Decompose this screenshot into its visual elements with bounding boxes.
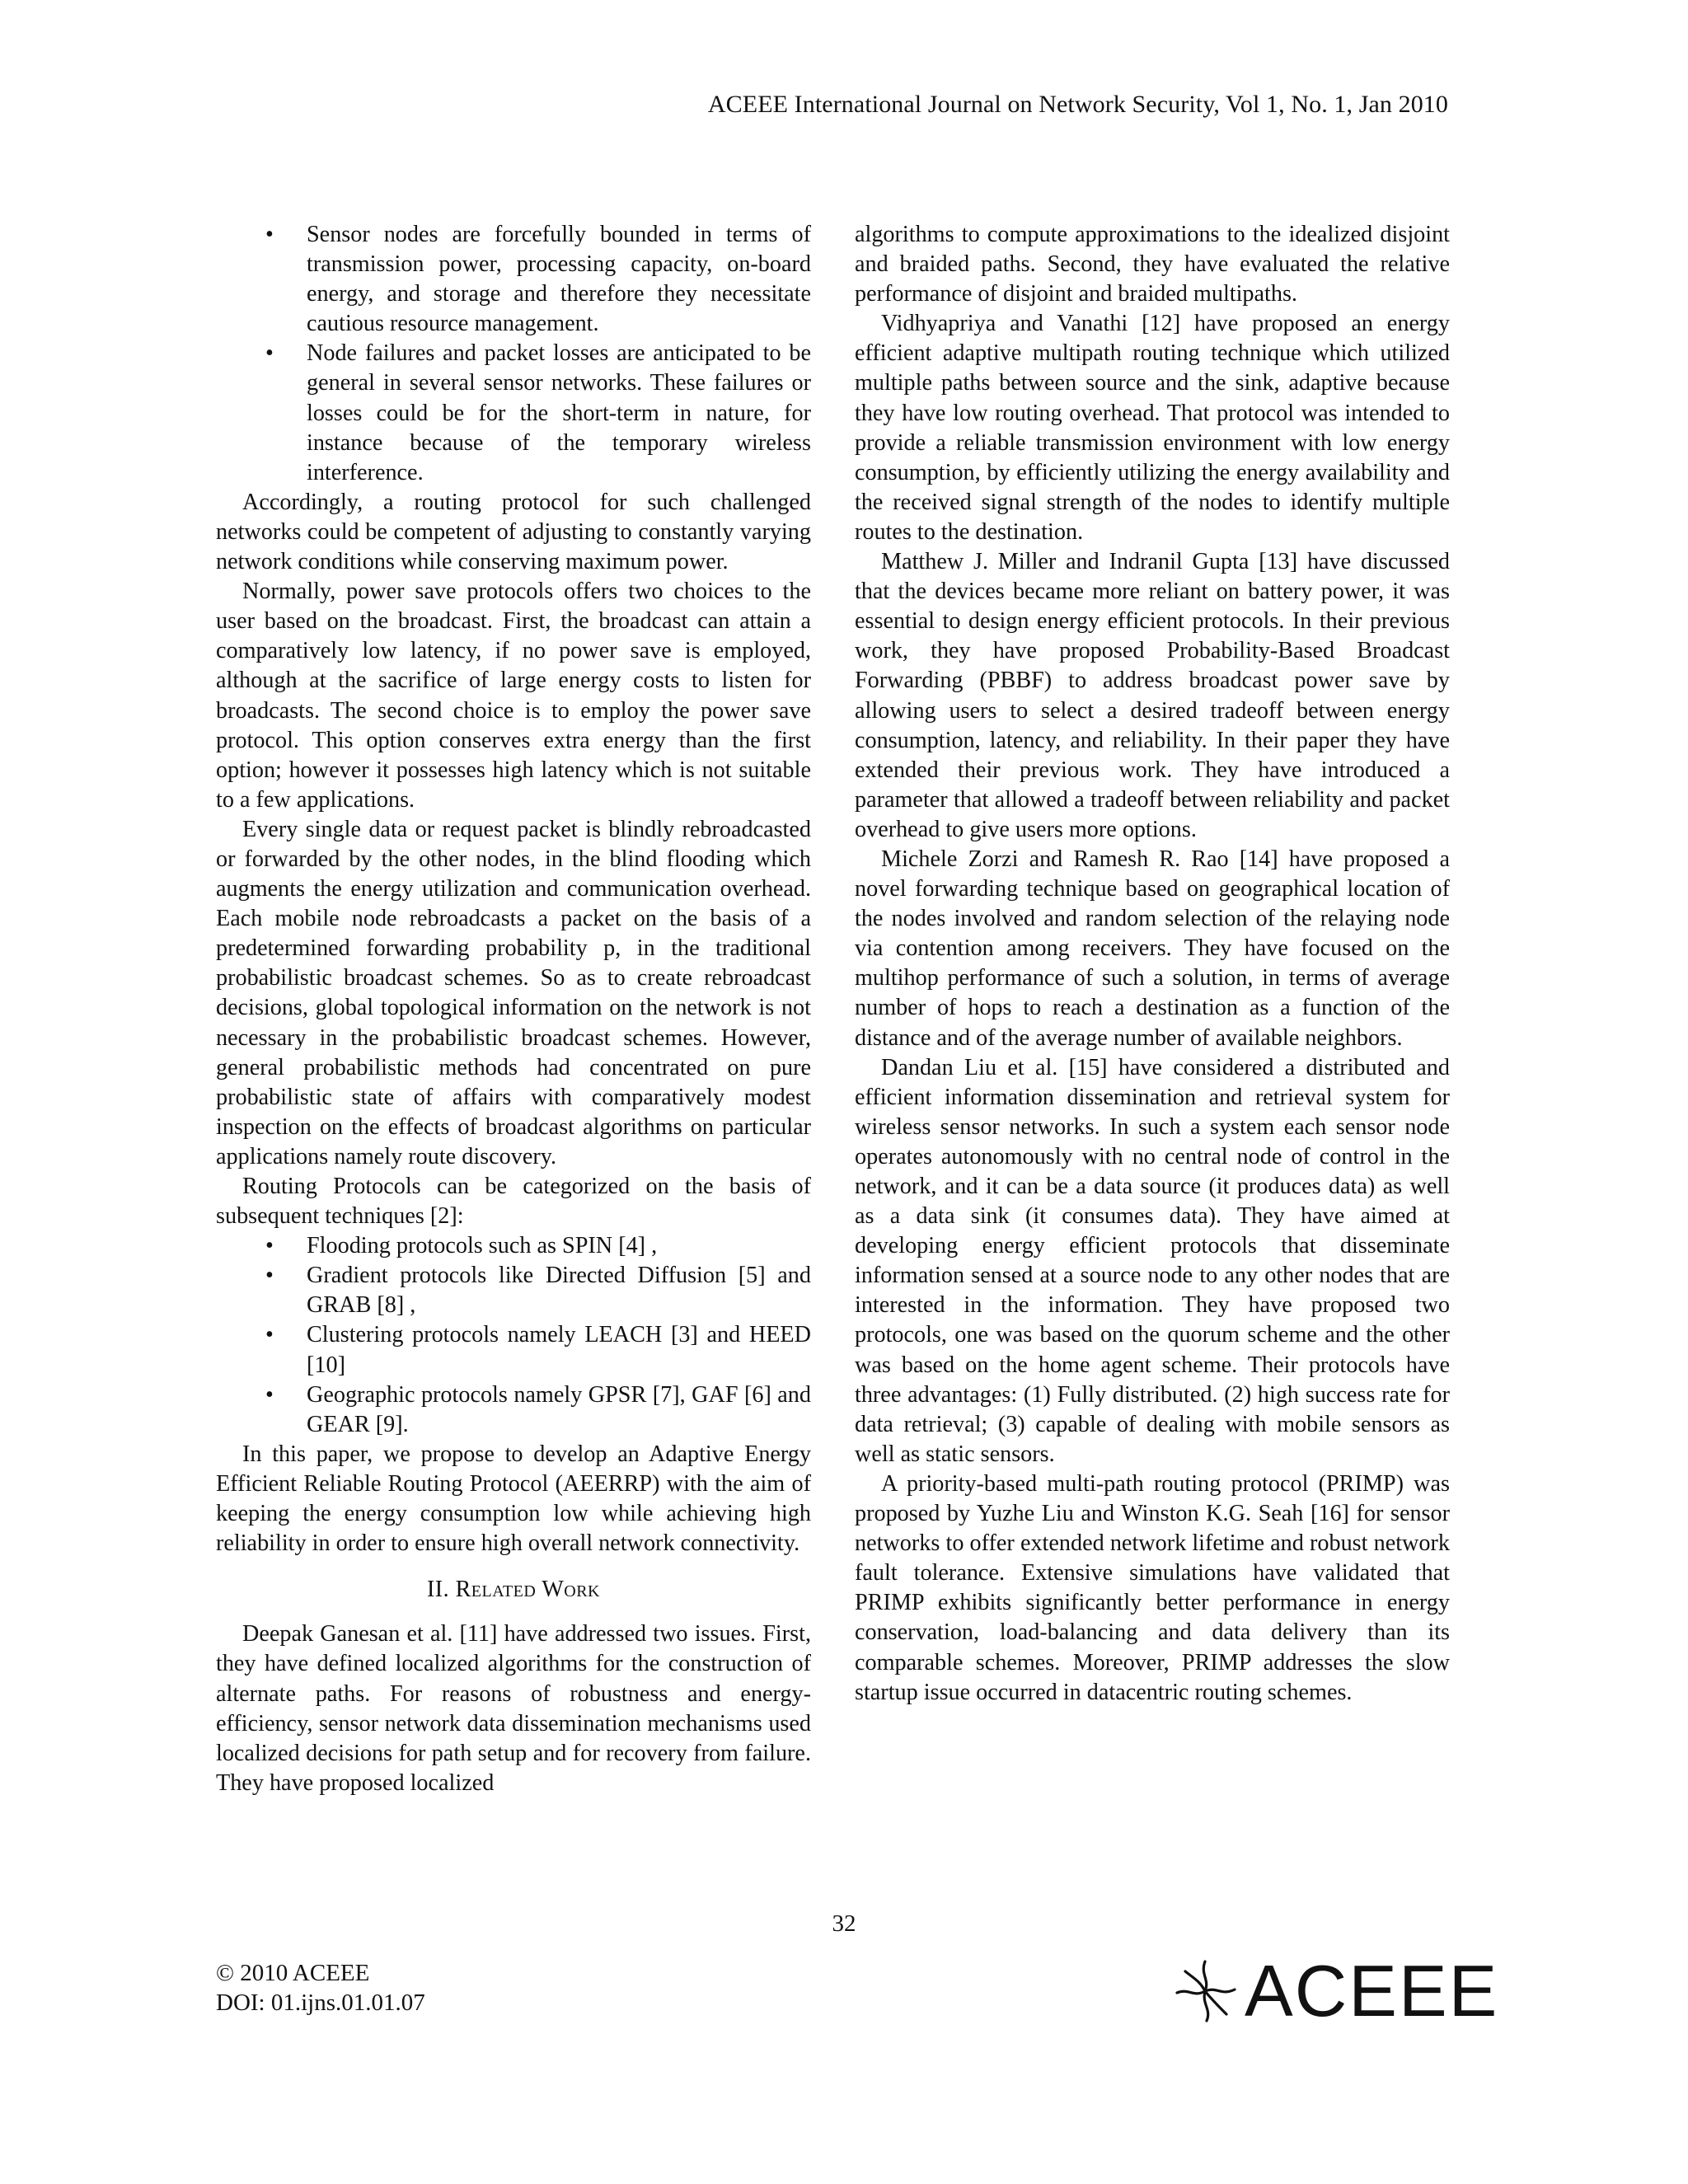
right-column bbox=[855, 220, 1450, 1708]
list-item: • Flooding protocols such as SPIN [4] , bbox=[216, 1231, 811, 1261]
paragraph: Deepak Ganesan et al. [11] have addressed two issues. First, they have defined localized algorithms for the construction of alternate paths. For reasons of robustness and energy-efficiency, sensor network data dissemination mechanisms used localized decisions for path setup and for recovery from failure. They have proposed localized bbox=[216, 1621, 811, 1796]
paragraph: Routing Protocols can be categorized on the basis of subsequent techniques [2]: bbox=[216, 1174, 811, 1230]
list-item: • Node failures and packet losses are anticipated to be general in several sensor networks. These failures or losses could be for the short-term in nature, for instance because of the temporary wireless interference. bbox=[216, 339, 811, 487]
paragraph: Every single data or request packet is blindly rebroadcasted or forwarded by the other nodes, in the blind flooding which augments the energy utilization and communication overhead. Each mobile node rebroadcasts a packet on the basis of a predetermined forwarding probability p, in the traditional probabilistic broadcast schemes. So as to create rebroadcast decisions, global topological information on the network is not necessary in the probabilistic broadcast schemes. However, general probabilistic methods had concentrated on pure probabilistic state of affairs with comparatively modest inspection on the effects of broadcast algorithms on particular applications namely route discovery. bbox=[216, 816, 811, 1169]
paragraph: Vidhyapriya and Vanathi [12] have proposed an energy efficient adaptive multipath routing technique which utilized multiple paths between source and the sink, adaptive because they have low routing overhead. That protocol was intended to provide a reliable transmission environment with low energy consumption, by efficiently utilizing the energy availability and the received signal strength of the nodes to identify multiple routes to the destination. bbox=[855, 311, 1450, 545]
list-item: • Gradient protocols like Directed Diffusion [5] and GRAB [8] , bbox=[216, 1261, 811, 1320]
bullet-list-constraints bbox=[216, 220, 811, 488]
footer-info bbox=[216, 1958, 425, 2018]
paragraph: Michele Zorzi and Ramesh R. Rao [14] have proposed a novel forwarding technique based on geographical location of the nodes involved and random selection of the relaying node via contention among receivers. They have focused on the multihop performance of such a solution, in terms of average number of hops to reach a destination as a function of the distance and of the average number of available neighbors. bbox=[855, 846, 1450, 1051]
aceee-logo bbox=[1170, 1950, 1499, 2032]
page-number: 32 bbox=[832, 1910, 856, 1937]
doi-text: DOI: 01.ijns.01.01.07 bbox=[216, 1990, 425, 2016]
list-item: • Clustering protocols namely LEACH [3] and HEED [10] bbox=[216, 1320, 811, 1380]
copyright-text: © 2010 ACEEE bbox=[216, 1960, 370, 1986]
journal-header: ACEEE International Journal on Network Security, Vol 1, No. 1, Jan 2010 bbox=[707, 91, 1448, 118]
logo-text: ACEEE bbox=[1245, 1950, 1499, 2032]
section-heading: II. Related Work bbox=[426, 1577, 600, 1603]
paragraph: Dandan Liu et al. [15] have considered a distributed and efficient information dissemination and retrieval system for wireless sensor networks. In such a system each sensor node operates autonomously with no central node of control in the network, and it can be a data source (it produces data) as well as a data sink (it consumes data). They have aimed at developing energy efficient protocols that disseminate information sensed at a source node to any other nodes that are interested in the information. They have proposed two protocols, one was based on the quorum scheme and the other was based on the home agent scheme. Their protocols have three advantages: (1) Fully distributed. (2) high success rate for data retrieval; (3) capable of dealing with mobile sensors as well as static sensors. bbox=[855, 1054, 1450, 1467]
paragraph: In this paper, we propose to develop an Adaptive Energy Efficient Reliable Routing Protocol (AEERRP) with the aim of keeping the energy consumption low while achieving high reliability in order to ensure high overall network connectivity. bbox=[216, 1441, 811, 1557]
bullet-list-protocols bbox=[216, 1231, 811, 1440]
left-column bbox=[216, 220, 811, 1798]
paragraph: A priority-based multi-path routing protocol (PRIMP) was proposed by Yuzhe Liu and Winston K.G. Seah [16] for sensor networks to offer extended network lifetime and robust network fault tolerance. Extensive simulations have validated that PRIMP exhibits significantly better performance in energy conservation, load-balancing and data delivery than its comparable schemes. Moreover, PRIMP addresses the slow startup issue occurred in datacentric routing schemes. bbox=[855, 1470, 1450, 1705]
paragraph: algorithms to compute approximations to the idealized disjoint and braided paths. Second, they have evaluated the relative performance of disjoint and braided multipaths. bbox=[855, 222, 1450, 307]
list-item: • Geographic protocols namely GPSR [7], GAF [6] and GEAR [9]. bbox=[216, 1380, 811, 1440]
paragraph: Matthew J. Miller and Indranil Gupta [13] have discussed that the devices became more reliant on battery power, it was essential to design energy efficient protocols. In their previous work, they have proposed Probability-Based Broadcast Forwarding (PBBF) to address broadcast power save by allowing users to select a desired tradeoff between energy consumption, latency, and reliability. In their paper they have extended their previous work. They have introduced a parameter that allowed a tradeoff between reliability and packet overhead to give users more options. bbox=[855, 549, 1450, 842]
logo-star-icon bbox=[1170, 1957, 1240, 2026]
paragraph: Normally, power save protocols offers two choices to the user based on the broadcast. First, the broadcast can attain a comparatively low latency, if no power save is employed, although at the sacrifice of large energy costs to listen for broadcasts. The second choice is to employ the power save protocol. This option conserves extra energy than the first option; however it possesses high latency which is not suitable to a few applications. bbox=[216, 579, 811, 813]
list-item: • Sensor nodes are forcefully bounded in terms of transmission power, processing capacity, on-board energy, and storage and therefore they necessitate cautious resource management. bbox=[216, 220, 811, 339]
paragraph: Accordingly, a routing protocol for such challenged networks could be competent of adjusting to constantly varying network conditions while conserving maximum power. bbox=[216, 489, 811, 575]
